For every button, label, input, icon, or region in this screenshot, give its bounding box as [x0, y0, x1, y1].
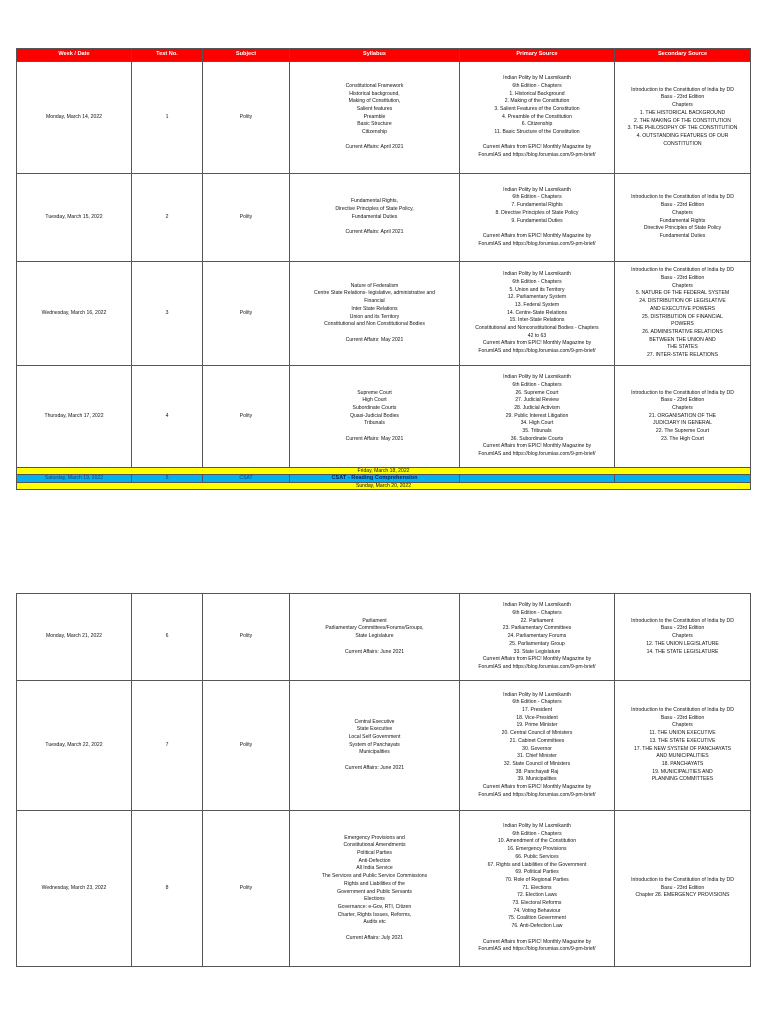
primary-source-cell-line: 22. Parliament	[520, 617, 554, 624]
secondary-source-cell-line: Fundamental Rights	[659, 217, 706, 224]
primary-source-cell-line: Indian Polity by M Laxmikanth	[503, 823, 571, 830]
primary-source-cell-line: 31. Chief Minister	[517, 753, 557, 760]
primary-source-cell-line: 26. Supreme Court	[515, 389, 559, 396]
syllabus-cell-line: Citizenship	[362, 129, 387, 136]
secondary-source-cell-line: BETWEEN THE UNION AND	[649, 336, 716, 343]
test-number-cell: 7	[132, 681, 203, 811]
secondary-source-cell-line: Basu - 23rd Edition	[660, 884, 705, 891]
primary-source-cell-line: 34. High Court	[520, 420, 554, 427]
secondary-source-cell	[615, 262, 751, 366]
holiday-row-sunday	[17, 483, 751, 490]
secondary-source-cell	[615, 174, 751, 262]
primary-source-cell-line: 73. Electoral Reforms	[512, 900, 562, 907]
syllabus-cell-line: The Services and Public Service Commissions	[321, 873, 428, 880]
secondary-source-cell-line: Basu - 23rd Edition	[660, 625, 705, 632]
secondary-source-cell	[615, 62, 751, 174]
secondary-source-cell-line: 19. MUNICIPALITIES AND	[652, 768, 713, 775]
secondary-source-cell-line: Introduction to the Constitution of India by DD	[631, 706, 734, 713]
holiday-row-friday	[17, 468, 751, 475]
table-row	[17, 62, 751, 174]
primary-source-cell-line: 76. Anti-Defection Law	[511, 923, 563, 930]
secondary-source-cell-line: Introduction to the Constitution of India by DD	[631, 86, 734, 93]
date-cell: Tuesday, March 22, 2022	[17, 681, 132, 811]
primary-source-cell-line: 7. Fundamental Rights	[511, 202, 563, 209]
syllabus-cell-line: Salient features	[356, 105, 393, 112]
table-row	[17, 366, 751, 468]
secondary-source-cell-line: Basu - 23rd Edition	[660, 397, 705, 404]
syllabus-cell-line: Charter, Rights Issues, Reforms,	[337, 911, 412, 918]
secondary-source-cell	[615, 594, 751, 681]
table-header-row	[17, 49, 751, 62]
secondary-source-cell-line: 2. THE MAKING OF THE CONSTITUTION	[634, 117, 731, 124]
secondary-source-cell-line: 4. OUTSTANDING FEATURES OF OUR	[636, 132, 729, 139]
primary-source-cell-line: Current Affairs from EPIC! Monthly Magazine by	[482, 443, 592, 450]
syllabus-cell-line	[291, 641, 458, 649]
test-number-cell: 4	[132, 366, 203, 468]
syllabus-cell-line: Local Self Government	[348, 733, 401, 740]
syllabus-cell-line: Municipalities	[359, 749, 390, 756]
subject-cell: Polity	[203, 62, 290, 174]
secondary-source-cell-line: Directive Principles of State Policy	[643, 225, 722, 232]
header-primary-source: Primary Source	[460, 49, 615, 62]
sunday-label: Sunday, March 20, 2022	[17, 483, 751, 490]
secondary-source-cell	[615, 681, 751, 811]
syllabus-cell-line: Governance: e-Gov, RTI, Citizen	[337, 903, 412, 910]
table-row	[17, 262, 751, 366]
syllabus-cell-line: Preamble	[363, 113, 386, 120]
syllabus-cell-line: Supreme Court	[357, 389, 392, 396]
primary-source-cell-line: 6th Edition - Chapters	[512, 194, 562, 201]
primary-source-cell-line: ForumIAS and https://blog.forumias.com/9-pm-brief/	[478, 152, 596, 159]
secondary-source-cell-line: CONSTITUTION	[663, 140, 702, 147]
secondary-source-cell-line: 22. The Supreme Court	[655, 428, 710, 435]
primary-source-cell-line: 6. Citizenship	[521, 121, 553, 128]
secondary-source-cell-line: POWERS	[671, 321, 694, 328]
primary-source-cell-line: 19. Prime Minister	[516, 722, 558, 729]
secondary-source-cell-line: 13. THE STATE EXECUTIVE	[649, 737, 716, 744]
date-cell: Thursday, March 17, 2022	[17, 366, 132, 468]
primary-source-cell-line: 6th Edition - Chapters	[512, 278, 562, 285]
primary-source-cell-line: 6th Edition - Chapters	[512, 381, 562, 388]
test-number-cell: 8	[132, 811, 203, 967]
primary-source-cell	[460, 811, 615, 967]
primary-source-cell-line	[461, 225, 613, 233]
primary-source-cell-line: ForumIAS and https://blog.forumias.com/9-pm-brief/	[478, 663, 596, 670]
primary-source-cell-line: 28. Judicial Activism	[514, 404, 560, 411]
test-number-cell: 2	[132, 174, 203, 262]
syllabus-cell-line: Government and Public Servants	[337, 888, 412, 895]
syllabus-cell-line: Current Affairs: June 2021	[344, 764, 405, 771]
header-subject: Subject	[203, 49, 290, 62]
subject-cell: Polity	[203, 262, 290, 366]
secondary-source-cell-line: 1. THE HISTORICAL BACKGROUND	[639, 109, 726, 116]
syllabus-cell-line: Basic Structure	[357, 121, 392, 128]
secondary-source-cell-line: 3. THE PHILOSOPHY OF THE CONSTITUTION	[627, 125, 738, 132]
secondary-source-cell-line: 27. INTER-STATE RELATIONS	[646, 352, 719, 359]
syllabus-cell-line: Constitutional Amendments	[343, 842, 406, 849]
secondary-source-cell-line: AND EXECUTIVE POWERS	[649, 305, 716, 312]
subject-cell: Polity	[203, 366, 290, 468]
primary-source-cell-line: Current Affairs from EPIC! Monthly Magazine by	[482, 938, 592, 945]
primary-source-cell-line: ForumIAS and https://blog.forumias.com/9-pm-brief/	[478, 791, 596, 798]
syllabus-cell-line	[291, 757, 458, 765]
syllabus-cell-line: Tribunals	[364, 420, 385, 427]
syllabus-cell-line: State Legislature	[355, 633, 394, 640]
syllabus-cell-line: Current Affairs: June 2021	[344, 648, 405, 655]
primary-source-cell-line: 38. Panchayati Raj	[515, 768, 559, 775]
syllabus-cell-line: All India Service	[356, 865, 393, 872]
primary-source-cell	[460, 594, 615, 681]
syllabus-cell-line: Rights and Liabilities of the	[344, 880, 405, 887]
date-cell: Wednesday, March 23, 2022	[17, 811, 132, 967]
secondary-source-cell-line: 14. THE STATE LEGISLATURE	[646, 648, 719, 655]
table-row	[17, 681, 751, 811]
date-cell: Monday, March 14, 2022	[17, 62, 132, 174]
primary-source-cell-line	[461, 137, 613, 145]
primary-source-cell-line: Current Affairs from EPIC! Monthly Magazine by	[482, 232, 592, 239]
syllabus-cell-line	[291, 927, 458, 935]
primary-source-cell-line: 16. Emergency Provisions	[507, 846, 567, 853]
primary-source-cell-line: 23. Parliamentary Committees	[502, 625, 572, 632]
secondary-source-cell-line: Basu - 23rd Edition	[660, 274, 705, 281]
primary-source-cell-line: 18. Vice-President	[516, 714, 558, 721]
primary-source-cell-line: 12. Parliamentary System	[507, 294, 567, 301]
secondary-source-cell-line: THE STATES	[667, 344, 698, 351]
secondary-source-cell-line: Introduction to the Constitution of India by DD	[631, 876, 734, 883]
syllabus-cell-line	[291, 137, 458, 145]
primary-source-cell	[460, 174, 615, 262]
secondary-source-cell-line: 18. PANCHAYATS	[661, 760, 704, 767]
secondary-source-cell-line: 5. NATURE OF THE FEDERAL SYSTEM	[635, 290, 730, 297]
secondary-source-cell-line: 12. THE UNION LEGISLATURE	[646, 640, 719, 647]
primary-source-cell-line: 20. Central Council of Ministers	[501, 730, 573, 737]
syllabus-cell	[290, 811, 460, 967]
date-cell: Wednesday, March 16, 2022	[17, 262, 132, 366]
syllabus-cell-line: Emergency Provisions and	[344, 834, 405, 841]
secondary-source-cell-line: 26. ADMINISTRATIVE RELATIONS	[642, 328, 723, 335]
syllabus-cell-line: State Executive	[356, 726, 393, 733]
primary-source-cell-line: 15. Inter-State Relations	[509, 317, 565, 324]
syllabus-cell-line: Centre State Relations- legislative, administrative and	[314, 290, 435, 297]
syllabus-cell	[290, 62, 460, 174]
syllabus-cell-line: Union and its Territory	[349, 313, 400, 320]
primary-source-cell-line: 6th Edition - Chapters	[512, 610, 562, 617]
primary-source-cell-line: 72. Election Laws	[517, 892, 557, 899]
primary-source-cell-line	[461, 931, 613, 939]
header-syllabus: Syllabus	[290, 49, 460, 62]
primary-source-cell-line: Indian Polity by M Laxmikanth	[503, 271, 571, 278]
primary-source-cell-line: Indian Polity by M Laxmikanth	[503, 374, 571, 381]
syllabus-cell-line: High Court	[362, 397, 387, 404]
secondary-source-cell-line: Chapters	[672, 633, 693, 640]
secondary-source-cell-line: Basu - 23rd Edition	[660, 94, 705, 101]
secondary-source-cell-line: AND MUNICIPALITIES	[656, 753, 709, 760]
primary-source-cell-line: 29. Public Interest Litigation	[505, 412, 569, 419]
primary-source-cell-line: 35. Tribunals	[522, 428, 552, 435]
date-cell: Saturday, March 19, 2022	[17, 475, 132, 483]
primary-source-cell-line: Current Affairs from EPIC! Monthly Magazine by	[482, 144, 592, 151]
primary-source-cell-line: Indian Polity by M Laxmikanth	[503, 691, 571, 698]
table-row	[17, 811, 751, 967]
secondary-source-cell-line: Introduction to the Constitution of India by DD	[631, 194, 734, 201]
syllabus-cell-line: Quasi-Judicial Bodies	[350, 412, 399, 419]
secondary-source-cell-line: 11. THE UNION EXECUTIVE	[649, 730, 716, 737]
primary-source-cell-line: 6th Edition - Chapters	[512, 82, 562, 89]
primary-source-cell-line: ForumIAS and https://blog.forumias.com/9-pm-brief/	[478, 451, 596, 458]
syllabus-cell-line: Current Affairs: April 2021	[345, 144, 404, 151]
primary-source-cell-line: 30. Governor	[522, 745, 552, 752]
primary-source-cell-line: 24. Parliamentary Forums	[507, 633, 567, 640]
syllabus-cell-line: Directive Principles of State Policy,	[335, 205, 414, 212]
primary-source-cell-line: Indian Polity by M Laxmikanth	[503, 602, 571, 609]
secondary-source-cell-line: Basu - 23rd Edition	[660, 714, 705, 721]
date-cell: Monday, March 21, 2022	[17, 594, 132, 681]
test-number-cell: 1	[132, 62, 203, 174]
subject-cell: Polity	[203, 594, 290, 681]
secondary-source-cell-line: 24. DISTRIBUTION OF LEGISLATIVE	[639, 298, 726, 305]
schedule-table-week-1	[16, 48, 751, 490]
syllabus-cell	[290, 681, 460, 811]
syllabus-cell-line: Subordinate Courts	[352, 404, 397, 411]
syllabus-cell-line: Current Affairs: April 2021	[345, 229, 404, 236]
primary-source-cell-line: Indian Polity by M Laxmikanth	[503, 186, 571, 193]
primary-source-cell-line: 33. State Legislature	[513, 648, 561, 655]
primary-source-cell-line: 36. Subordinate Courts	[510, 435, 564, 442]
syllabus-cell-line: Fundamental Duties	[351, 213, 398, 220]
subject-cell: CSAT	[203, 475, 290, 483]
primary-source-cell-line: 5. Union and its Territory	[509, 286, 565, 293]
primary-source-cell-line: Constitutional and Nonconstitutional Bodies - Chapters	[475, 325, 599, 332]
syllabus-cell-line	[291, 428, 458, 436]
primary-source-cell-line: Current Affairs from EPIC! Monthly Magazine by	[482, 656, 592, 663]
syllabus-cell-line: Current Affairs: May 2021	[345, 336, 404, 343]
primary-source-cell-line: 4. Preamble of the Constitution	[502, 113, 572, 120]
primary-source-cell-line: ForumIAS and https://blog.forumias.com/9-pm-brief/	[478, 946, 596, 953]
secondary-source-cell-line: Introduction to the Constitution of India by DD	[631, 267, 734, 274]
secondary-source-cell	[615, 366, 751, 468]
secondary-source-cell	[615, 811, 751, 967]
syllabus-cell-line: Elections	[364, 896, 385, 903]
primary-source-cell-line: Current Affairs from EPIC! Monthly Magazine by	[482, 340, 592, 347]
syllabus-cell	[290, 174, 460, 262]
header-secondary-source: Secondary Source	[615, 49, 751, 62]
table-row	[17, 174, 751, 262]
syllabus-cell-line: Nature of Federalism	[350, 282, 399, 289]
primary-source-cell-line: 10. Amendment of the Constitution	[497, 838, 577, 845]
secondary-source-cell-line: Chapters	[672, 102, 693, 109]
primary-source-cell	[460, 262, 615, 366]
syllabus-cell-line: Parliament	[362, 617, 387, 624]
primary-source-cell-line: ForumIAS and https://blog.forumias.com/9-pm-brief/	[478, 240, 596, 247]
secondary-source-cell-line: Introduction to the Constitution of India by DD	[631, 389, 734, 396]
syllabus-cell-line: Political Parties	[357, 849, 392, 856]
syllabus-cell-line: Current Affairs: July 2021	[345, 934, 404, 941]
syllabus-cell-line: Current Affairs: May 2021	[345, 435, 404, 442]
syllabus-cell-line	[291, 221, 458, 229]
subject-cell: Polity	[203, 681, 290, 811]
secondary-source-cell-line: 17. THE NEW SYSTEM OF PANCHAYATS	[633, 745, 732, 752]
primary-source-cell-line: 67. Rights and Liabilities of the Government	[487, 861, 587, 868]
syllabus-cell: CSAT - Reading Comprehension	[290, 475, 460, 483]
secondary-source-cell-line: Chapter 28. EMERGENCY PROVISIONS	[635, 892, 730, 899]
syllabus-cell	[290, 262, 460, 366]
primary-source-cell-line: 32. State Council of Ministers	[503, 760, 571, 767]
secondary-source-cell-line: JUDICIARY IN GENERAL	[653, 420, 712, 427]
syllabus-cell-line: Constitutional Framework	[345, 82, 404, 89]
syllabus-cell-line	[291, 329, 458, 337]
test-number-cell: 3	[132, 262, 203, 366]
primary-source-cell-line: 27. Judicial Review	[515, 397, 559, 404]
date-cell: Tuesday, March 15, 2022	[17, 174, 132, 262]
syllabus-cell-line: Anti-Defection	[358, 857, 391, 864]
syllabus-cell-line: Financial	[364, 298, 385, 305]
primary-source-cell-line: 66. Public Services	[515, 853, 559, 860]
syllabus-cell-line: Fundamental Rights,	[350, 198, 398, 205]
syllabus-cell-line: Central Executive	[354, 718, 395, 725]
primary-source-cell	[460, 366, 615, 468]
secondary-source-cell-line: 21. ORGANISATION OF THE	[648, 412, 717, 419]
secondary-source-cell-line: Chapters	[672, 722, 693, 729]
primary-source-cell-line: 70. Role of Regional Parties	[505, 876, 569, 883]
primary-source-cell-line: 39. Municipalities	[517, 776, 557, 783]
primary-source-cell	[460, 475, 615, 483]
syllabus-cell	[290, 366, 460, 468]
csat-row-saturday	[17, 475, 751, 483]
secondary-source-cell-line: Fundamental Duties	[659, 232, 706, 239]
primary-source-cell-line: 8. Directive Principles of State Policy	[495, 209, 579, 216]
primary-source-cell-line: 74. Voting Behaviour	[513, 907, 561, 914]
secondary-source-cell-line: Basu - 23rd Edition	[660, 202, 705, 209]
secondary-source-cell-line: Introduction to the Constitution of India by DD	[631, 617, 734, 624]
primary-source-cell-line: 2. Making of the Constitution	[504, 98, 570, 105]
friday-label: Friday, March 18, 2022	[17, 468, 751, 475]
test-number-cell: 6	[132, 594, 203, 681]
syllabus-cell-line: Constitutional and Non Constitutional Bodies	[324, 321, 425, 328]
primary-source-cell-line: Current Affairs from EPIC! Monthly Magazine by	[482, 784, 592, 791]
primary-source-cell-line: 25. Parliamentary Group	[509, 640, 565, 647]
secondary-source-cell-line: 23. The High Court	[661, 435, 704, 442]
syllabus-cell-line: System of Panchayats	[349, 741, 400, 748]
primary-source-cell-line: 3. Salient Features of the Constitution	[494, 105, 580, 112]
primary-source-cell-line: 14. Centre-State Relations	[506, 309, 568, 316]
primary-source-cell-line: 17. President	[521, 706, 552, 713]
syllabus-cell-line: Audits etc	[363, 919, 386, 926]
header-test: Test No.	[132, 49, 203, 62]
test-number-cell: 5	[132, 475, 203, 483]
table-row	[17, 594, 751, 681]
header-week: Week / Date	[17, 49, 132, 62]
primary-source-cell	[460, 62, 615, 174]
syllabus-cell-line: Historical background,	[349, 90, 400, 97]
primary-source-cell-line: 9. Fundamental Duties	[511, 217, 563, 224]
primary-source-cell-line: 21. Cabinet Committees	[509, 737, 565, 744]
primary-source-cell-line: 71. Elections	[522, 884, 552, 891]
secondary-source-cell-line: PLANNING COMMITTEES	[651, 776, 714, 783]
secondary-source-cell-line: Chapters	[672, 209, 693, 216]
secondary-source-cell-line: Chapters	[672, 282, 693, 289]
primary-source-cell-line: 1. Historical Background	[509, 90, 565, 97]
primary-source-cell-line: 69. Political Parties	[515, 869, 559, 876]
subject-cell: Polity	[203, 811, 290, 967]
primary-source-cell-line: 75. Coalition Government	[508, 915, 566, 922]
syllabus-cell-line: Making of Constitution,	[348, 98, 401, 105]
syllabus-cell-line: Parliamentary Committees/Forums/Groups,	[325, 625, 424, 632]
primary-source-cell-line: 11. Basic Structure of the Constitution	[494, 129, 580, 136]
primary-source-cell	[460, 681, 615, 811]
syllabus-cell-line: Inter State Relations	[351, 305, 398, 312]
schedule-table-week-2	[16, 593, 751, 967]
primary-source-cell-line: ForumIAS and https://blog.forumias.com/9-pm-brief/	[478, 348, 596, 355]
subject-cell: Polity	[203, 174, 290, 262]
syllabus-cell	[290, 594, 460, 681]
secondary-source-cell-line: 25. DISTRIBUTION OF FINANCIAL	[642, 313, 723, 320]
primary-source-cell-line: 13. Federal System	[514, 301, 560, 308]
primary-source-cell-line: 6th Edition - Chapters	[512, 699, 562, 706]
secondary-source-cell	[615, 475, 751, 483]
primary-source-cell-line: 42 to 63	[527, 332, 547, 339]
primary-source-cell-line: Indian Polity by M Laxmikanth	[503, 75, 571, 82]
secondary-source-cell-line: Chapters	[672, 404, 693, 411]
primary-source-cell-line: 6th Edition - Chapters	[512, 830, 562, 837]
